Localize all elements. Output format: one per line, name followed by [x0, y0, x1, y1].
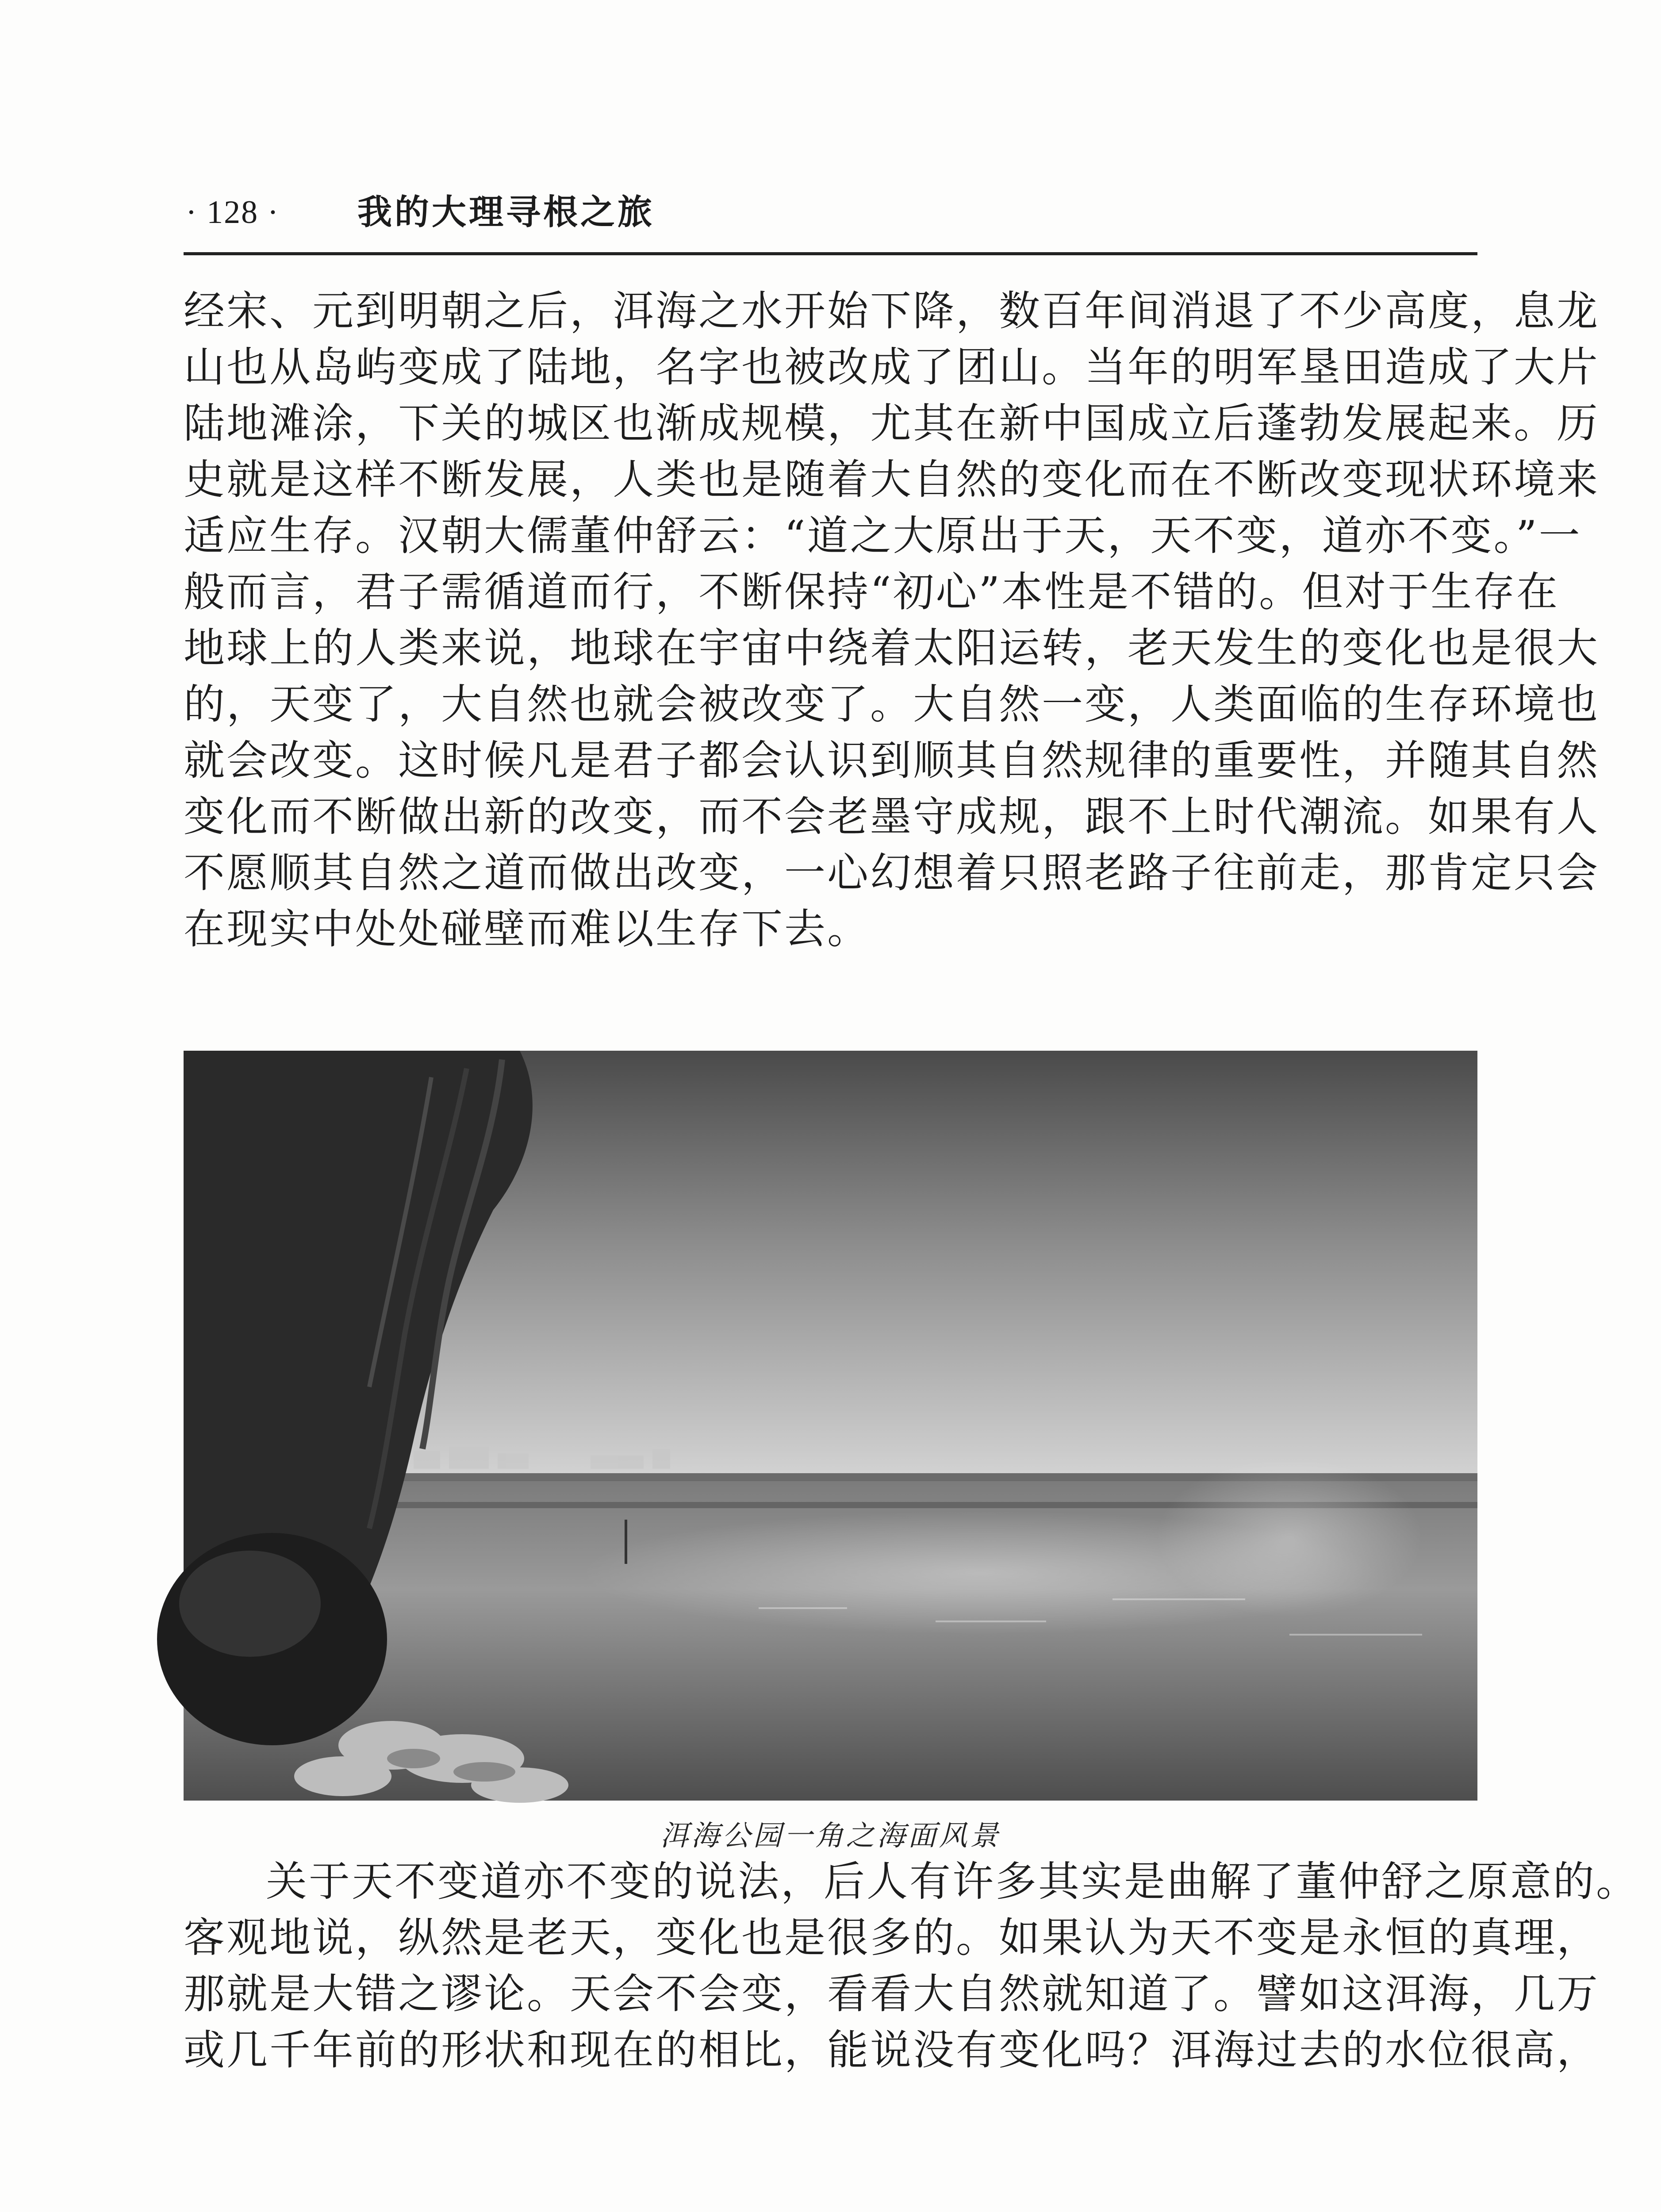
book-title: 我的大理寻根之旅	[357, 192, 655, 232]
text-line: 陆地滩涂，下关的城区也渐成规模，尤其在新中国成立后蓬勃发展起来。历	[184, 399, 1600, 447]
text-line	[184, 1854, 1639, 1910]
body-paragraph-1	[184, 283, 1600, 957]
figure-caption: 洱海公园一角之海面风景	[660, 1820, 1001, 1852]
running-header	[186, 190, 1477, 243]
text-line: 经宋、元到明朝之后，洱海之水开始下降，数百年间消退了不少高度，息龙	[184, 287, 1600, 335]
erhai-lake-photo	[184, 1051, 1477, 1801]
text-line: 地球上的人类来说，地球在宇宙中绕着太阳运转，老天发生的变化也是很大	[184, 624, 1600, 672]
body-paragraph-2	[184, 1854, 1639, 2078]
text-line: 的，天变了，大自然也就会被改变了。大自然一变，人类面临的生存环境也	[184, 680, 1600, 728]
text-line-content: 关于天不变道亦不变的说法，后人有许多其实是曲解了董仲舒之原意的。	[266, 1858, 1639, 1905]
header-rule	[184, 252, 1477, 255]
text-line: 变化而不断做出新的改变，而不会老墨守成规，跟不上时代潮流。如果有人	[184, 793, 1600, 841]
text-line: 客观地说，纵然是老天，变化也是很多的。如果认为天不变是永恒的真理，	[184, 1914, 1600, 1962]
text-line: 不愿顺其自然之道而做出改变，一心幻想着只照老路子往前走，那肯定只会	[184, 849, 1600, 897]
text-line: 适应生存。汉朝大儒董仲舒云：“道之大原出于天，天不变，道亦不变。”一	[184, 512, 1582, 560]
text-line: 史就是这样不断发展，人类也是随着大自然的变化而在不断改变现状环境来	[184, 456, 1600, 503]
text-line: 或几千年前的形状和现在的相比，能说没有变化吗？洱海过去的水位很高，	[184, 2026, 1600, 2074]
page-number: · 128 ·	[186, 194, 280, 230]
text-line: 般而言，君子需循道而行，不断保持“初心”本性是不错的。但对于生存在	[184, 568, 1560, 616]
text-line: 山也从岛屿变成了陆地，名字也被改成了团山。当年的明军垦田造成了大片	[184, 343, 1600, 391]
text-line: 在现实中处处碰壁而难以生存下去。	[184, 905, 870, 953]
text-line: 就会改变。这时候凡是君子都会认识到顺其自然规律的重要性，并随其自然	[184, 737, 1600, 784]
text-line: 那就是大错之谬论。天会不会变，看看大自然就知道了。譬如这洱海，几万	[184, 1970, 1600, 2018]
